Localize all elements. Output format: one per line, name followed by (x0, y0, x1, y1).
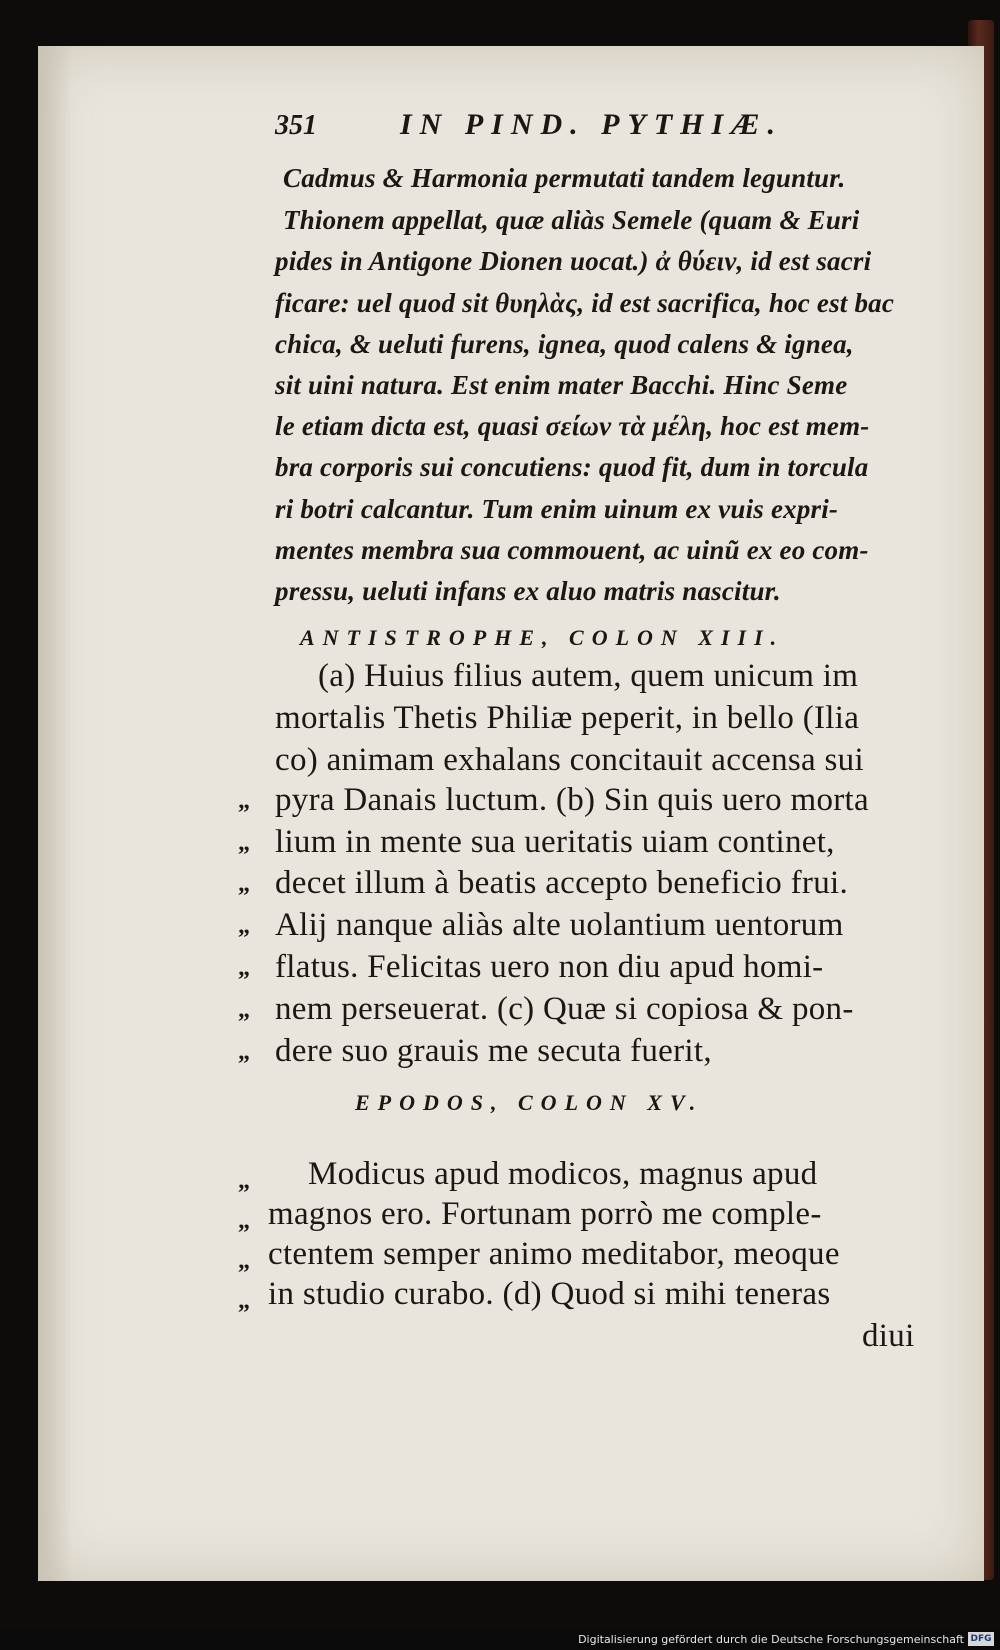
commentary-line: pides in Antigone Dionen uocat.) ἀ θύειν, id est sacri (275, 246, 872, 276)
commentary-line: Thionem appellat, quæ aliàs Semele (quam & Euri (283, 205, 860, 235)
sententia-marker: „ (238, 913, 251, 939)
commentary-line: ficare: uel quod sit θυηλὰς, id est sacrifica, hoc est bac (275, 288, 895, 318)
verse-line: dere suo grauis me secuta fuerit, (275, 1033, 712, 1069)
verse-line: mortalis Thetis Philiæ peperit, in bello (Ilia (275, 700, 860, 736)
sententia-marker: „ (238, 955, 251, 981)
verse-line: Alij nanque aliàs alte uolantium uentorum (275, 907, 844, 943)
sententia-marker: „ (238, 1248, 251, 1274)
verse-line: lium in mente sua ueritatis uiam continet, (275, 824, 835, 860)
verse-line: decet illum à beatis accepto beneficio frui. (275, 865, 849, 901)
verse-line: pyra Danais luctum. (b) Sin quis uero morta (275, 782, 869, 818)
commentary-line: le etiam dicta est, quasi σείων τὰ μέλη, hoc est mem- (275, 411, 870, 441)
verse-line: ctentem semper animo meditabor, meoque (268, 1236, 840, 1272)
sententia-marker: „ (238, 1039, 251, 1065)
catchword: diui (862, 1318, 915, 1354)
page-number: 351 (275, 110, 317, 141)
commentary-line: ri botri calcantur. Tum enim uinum ex vuis expri- (275, 494, 839, 524)
sententia-marker: „ (238, 1288, 251, 1314)
commentary-line: sit uini natura. Est enim mater Bacchi. Hinc Seme (275, 370, 848, 400)
commentary-line: mentes membra sua commouent, ac uinũ ex eo com- (275, 535, 869, 565)
sententia-marker: „ (238, 830, 251, 856)
running-head-title: IN PIND. PYTHIÆ. (400, 108, 783, 141)
verse-line: (a) Huius filius autem, quem unicum im (318, 658, 859, 694)
section-heading-antistrophe: ANTISTROPHE, COLON XIII. (300, 625, 785, 650)
sententia-marker: „ (238, 788, 251, 814)
commentary-line: chica, & ueluti furens, ignea, quod calens & ignea, (275, 329, 854, 359)
verse-line: Modicus apud modicos, magnus apud (308, 1156, 818, 1192)
verse-line: flatus. Felicitas uero non diu apud homi- (275, 949, 824, 985)
commentary-line: pressu, ueluti infans ex aluo matris nascitur. (275, 576, 781, 606)
sententia-marker: „ (238, 997, 251, 1023)
section-heading-epodos: EPODOS, COLON XV. (355, 1090, 704, 1115)
dfg-logo: DFG (968, 1632, 994, 1646)
verse-line: magnos ero. Fortunam porrò me comple- (268, 1196, 822, 1232)
verse-line: in studio curabo. (d) Quod si mihi teneras (268, 1276, 831, 1312)
verse-line: co) animam exhalans concitauit accensa sui (275, 742, 864, 778)
digitization-credit: Digitalisierung gefördert durch die Deutsche Forschungsgemeinschaft (578, 1633, 964, 1646)
commentary-line: Cadmus & Harmonia permutati tandem leguntur. (283, 163, 846, 193)
sententia-marker: „ (238, 1168, 251, 1194)
sententia-marker: „ (238, 871, 251, 897)
commentary-line: bra corporis sui concutiens: quod fit, dum in torcula (275, 452, 869, 482)
sententia-marker: „ (238, 1208, 251, 1234)
verse-line: nem perseuerat. (c) Quæ si copiosa & pon- (275, 991, 854, 1027)
